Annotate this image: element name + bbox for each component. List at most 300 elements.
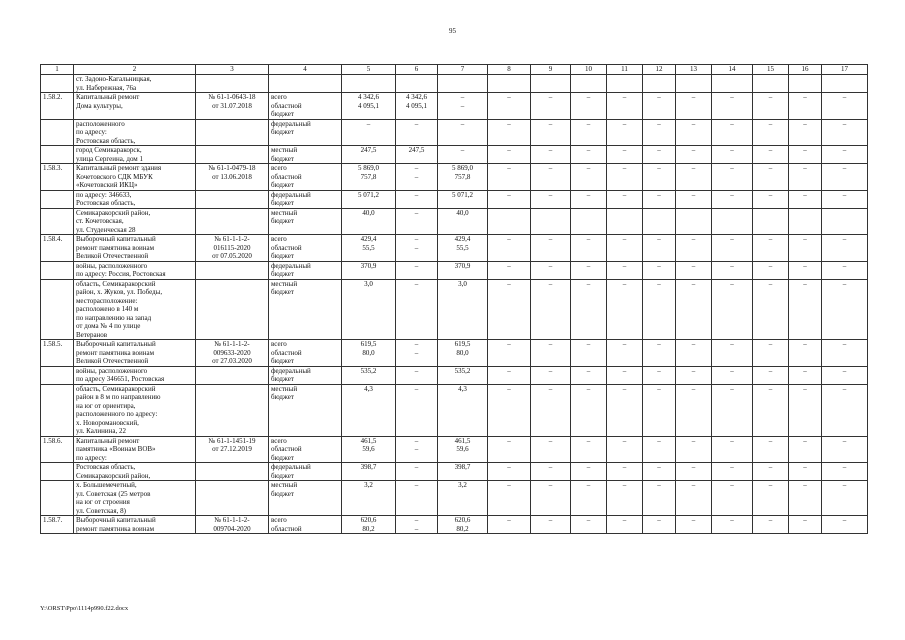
cell-col-7: 3,0 xyxy=(438,279,488,340)
table-row xyxy=(41,119,868,146)
cell-col-2: область, Семикаракорский район в 8 м по направлению на юг от ориентира, расположенного по адресу: х. Новоромановский, ул. Калинина, 22 xyxy=(74,384,196,436)
cell-col-15: – xyxy=(753,279,789,340)
cell-col-3 xyxy=(196,146,269,164)
cell-col-14: – xyxy=(712,119,753,146)
cell-col-17: – xyxy=(822,190,868,208)
cell-col-1 xyxy=(41,119,74,146)
cell-col-9: – xyxy=(531,93,571,120)
cell-col-17: – xyxy=(822,93,868,120)
cell-col-2: Выборочный капитальный ремонт памятника воинам xyxy=(74,516,196,534)
cell-col-7: 5 071,2 xyxy=(438,190,488,208)
table-row xyxy=(41,208,868,235)
cell-col-16 xyxy=(789,208,822,235)
cell-col-7: 461,5 59,6 xyxy=(438,436,488,463)
cell-col-7: 4,3 xyxy=(438,384,488,436)
cell-col-16: – xyxy=(789,366,822,384)
table-row xyxy=(41,436,868,463)
cell-col-3 xyxy=(196,208,269,235)
cell-col-8 xyxy=(488,208,531,235)
column-number-row xyxy=(41,65,868,75)
cell-col-10: – xyxy=(571,279,607,340)
cell-col-10: – xyxy=(571,516,607,534)
table-body xyxy=(41,75,868,534)
cell-col-8: – xyxy=(488,261,531,279)
cell-col-9: – xyxy=(531,164,571,191)
cell-col-1 xyxy=(41,366,74,384)
cell-col-17: – xyxy=(822,436,868,463)
cell-col-5: 620,6 80,2 xyxy=(342,516,396,534)
cell-col-12: – xyxy=(643,481,676,516)
cell-col-2: Капитальный ремонт Дома культуры, xyxy=(74,93,196,120)
cell-col-12: – xyxy=(643,279,676,340)
cell-col-4: всего областной бюджет xyxy=(269,235,342,262)
cell-col-16: – xyxy=(789,481,822,516)
cell-col-3 xyxy=(196,119,269,146)
table-row xyxy=(41,190,868,208)
cell-col-5: 5 869,0 757,8 xyxy=(342,164,396,191)
cell-col-17: – xyxy=(822,384,868,436)
cell-col-10 xyxy=(571,208,607,235)
cell-col-11: – xyxy=(607,190,643,208)
cell-col-13: – xyxy=(676,261,712,279)
cell-col-8: – xyxy=(488,146,531,164)
cell-col-5: 3,0 xyxy=(342,279,396,340)
cell-col-2: войны, расположенного по адресу 346651, Ростовская xyxy=(74,366,196,384)
cell-col-5: 429,4 55,5 xyxy=(342,235,396,262)
cell-col-12: – xyxy=(643,93,676,120)
cell-col-4: местный бюджет xyxy=(269,208,342,235)
cell-col-12: – xyxy=(643,436,676,463)
cell-col-5 xyxy=(342,75,396,93)
cell-col-15: – xyxy=(753,384,789,436)
cell-col-8: – xyxy=(488,235,531,262)
cell-col-6: – xyxy=(396,279,438,340)
cell-col-13: – xyxy=(676,279,712,340)
cell-col-8: – xyxy=(488,164,531,191)
cell-col-1 xyxy=(41,146,74,164)
cell-col-4: федеральный бюджет xyxy=(269,119,342,146)
cell-col-2: Выборочный капитальный ремонт памятника воинам Великой Отечественной xyxy=(74,340,196,367)
cell-col-6: – xyxy=(396,366,438,384)
cell-col-4: местный бюджет xyxy=(269,146,342,164)
cell-col-12: – xyxy=(643,146,676,164)
cell-col-15: – xyxy=(753,119,789,146)
cell-col-1: 1.58.2. xyxy=(41,93,74,120)
cell-col-15: – xyxy=(753,93,789,120)
cell-col-4 xyxy=(269,75,342,93)
cell-col-1 xyxy=(41,279,74,340)
column-number-cell: 2 xyxy=(74,65,196,75)
cell-col-11: – xyxy=(607,235,643,262)
cell-col-16: – xyxy=(789,235,822,262)
cell-col-16: – xyxy=(789,463,822,481)
cell-col-13: – xyxy=(676,481,712,516)
cell-col-10: – xyxy=(571,366,607,384)
cell-col-10: – xyxy=(571,481,607,516)
table-row xyxy=(41,75,868,93)
cell-col-13 xyxy=(676,208,712,235)
cell-col-1: 1.58.7. xyxy=(41,516,74,534)
cell-col-8: – xyxy=(488,481,531,516)
cell-col-9: – xyxy=(531,340,571,367)
cell-col-11: – xyxy=(607,279,643,340)
cell-col-4: всего областной бюджет xyxy=(269,93,342,120)
budget-table xyxy=(40,64,868,534)
cell-col-17: – xyxy=(822,463,868,481)
cell-col-5: 535,2 xyxy=(342,366,396,384)
cell-col-8: – xyxy=(488,436,531,463)
cell-col-13: – xyxy=(676,190,712,208)
cell-col-6: – – xyxy=(396,164,438,191)
cell-col-14: – xyxy=(712,366,753,384)
cell-col-12 xyxy=(643,75,676,93)
cell-col-4: федеральный бюджет xyxy=(269,366,342,384)
cell-col-5: 4 342,6 4 095,1 xyxy=(342,93,396,120)
column-number-cell: 1 xyxy=(41,65,74,75)
cell-col-13: – xyxy=(676,119,712,146)
cell-col-9: – xyxy=(531,279,571,340)
cell-col-17: – xyxy=(822,261,868,279)
cell-col-11: – xyxy=(607,516,643,534)
cell-col-9: – xyxy=(531,235,571,262)
cell-col-17: – xyxy=(822,164,868,191)
cell-col-15 xyxy=(753,208,789,235)
cell-col-15 xyxy=(753,75,789,93)
cell-col-4: федеральный бюджет xyxy=(269,261,342,279)
column-number-cell: 13 xyxy=(676,65,712,75)
cell-col-5: 3,2 xyxy=(342,481,396,516)
cell-col-8: – xyxy=(488,279,531,340)
cell-col-11: – xyxy=(607,119,643,146)
cell-col-15: – xyxy=(753,146,789,164)
cell-col-1 xyxy=(41,481,74,516)
cell-col-16: – xyxy=(789,119,822,146)
cell-col-1 xyxy=(41,75,74,93)
cell-col-7: 3,2 xyxy=(438,481,488,516)
table-row xyxy=(41,481,868,516)
cell-col-16: – xyxy=(789,516,822,534)
cell-col-6 xyxy=(396,75,438,93)
cell-col-10: – xyxy=(571,261,607,279)
cell-col-16: – xyxy=(789,261,822,279)
column-number-cell: 12 xyxy=(643,65,676,75)
cell-col-14: – xyxy=(712,279,753,340)
table-row xyxy=(41,146,868,164)
cell-col-14: – xyxy=(712,261,753,279)
cell-col-13: – xyxy=(676,146,712,164)
cell-col-11: – xyxy=(607,366,643,384)
cell-col-7: 370,9 xyxy=(438,261,488,279)
cell-col-10: – xyxy=(571,190,607,208)
cell-col-3 xyxy=(196,366,269,384)
cell-col-5: 370,9 xyxy=(342,261,396,279)
cell-col-3: № 61-1-0643-18 от 31.07.2018 xyxy=(196,93,269,120)
cell-col-10 xyxy=(571,75,607,93)
cell-col-7: – xyxy=(438,119,488,146)
cell-col-13: – xyxy=(676,516,712,534)
cell-col-9: – xyxy=(531,119,571,146)
cell-col-14: – xyxy=(712,93,753,120)
cell-col-3: № 61-1-1-2- 016115-2020 от 07.05.2020 xyxy=(196,235,269,262)
column-number-cell: 3 xyxy=(196,65,269,75)
cell-col-16: – xyxy=(789,190,822,208)
cell-col-16 xyxy=(789,75,822,93)
cell-col-12: – xyxy=(643,384,676,436)
cell-col-11: – xyxy=(607,436,643,463)
cell-col-11: – xyxy=(607,164,643,191)
cell-col-15: – xyxy=(753,261,789,279)
cell-col-6: – xyxy=(396,384,438,436)
cell-col-5: 247,5 xyxy=(342,146,396,164)
table-row xyxy=(41,235,868,262)
cell-col-16: – xyxy=(789,93,822,120)
cell-col-8 xyxy=(488,75,531,93)
cell-col-15: – xyxy=(753,235,789,262)
cell-col-7: 535,2 xyxy=(438,366,488,384)
cell-col-8: – xyxy=(488,366,531,384)
cell-col-5: – xyxy=(342,119,396,146)
cell-col-16: – xyxy=(789,146,822,164)
cell-col-9: – xyxy=(531,436,571,463)
cell-col-16: – xyxy=(789,436,822,463)
cell-col-14 xyxy=(712,75,753,93)
cell-col-4: местный бюджет xyxy=(269,481,342,516)
table-row xyxy=(41,516,868,534)
cell-col-2: Капитальный ремонт здания Кочетовского СДК МБУК «Кочетовский ИКЦ» xyxy=(74,164,196,191)
cell-col-3: № 61-1-0479-18 от 13.06.2018 xyxy=(196,164,269,191)
cell-col-14: – xyxy=(712,235,753,262)
cell-col-6: – xyxy=(396,208,438,235)
cell-col-10: – xyxy=(571,93,607,120)
cell-col-7: – xyxy=(438,146,488,164)
cell-col-17 xyxy=(822,208,868,235)
cell-col-3 xyxy=(196,481,269,516)
cell-col-12: – xyxy=(643,261,676,279)
cell-col-15: – xyxy=(753,340,789,367)
cell-col-9: – xyxy=(531,481,571,516)
cell-col-10: – xyxy=(571,340,607,367)
cell-col-3 xyxy=(196,190,269,208)
cell-col-3: № 61-1-1451-19 от 27.12.2019 xyxy=(196,436,269,463)
cell-col-5: 619,5 80,0 xyxy=(342,340,396,367)
table-row xyxy=(41,93,868,120)
cell-col-9 xyxy=(531,75,571,93)
cell-col-10: – xyxy=(571,436,607,463)
file-path-footer: Y:\ORST\Ppo\1114p990.f22.docx xyxy=(40,605,129,612)
cell-col-9: – xyxy=(531,463,571,481)
cell-col-3 xyxy=(196,75,269,93)
cell-col-15: – xyxy=(753,190,789,208)
cell-col-10: – xyxy=(571,384,607,436)
cell-col-15: – xyxy=(753,436,789,463)
cell-col-17: – xyxy=(822,366,868,384)
cell-col-6: – – xyxy=(396,516,438,534)
column-number-cell: 4 xyxy=(269,65,342,75)
cell-col-6: – – xyxy=(396,436,438,463)
table-row xyxy=(41,164,868,191)
cell-col-14: – xyxy=(712,481,753,516)
cell-col-10: – xyxy=(571,119,607,146)
cell-col-14: – xyxy=(712,516,753,534)
cell-col-9: – xyxy=(531,384,571,436)
cell-col-2: ст. Задоно-Кагальницкая, ул. Набережная, 76а xyxy=(74,75,196,93)
table-row xyxy=(41,261,868,279)
column-number-cell: 6 xyxy=(396,65,438,75)
cell-col-8: – xyxy=(488,340,531,367)
cell-col-12: – xyxy=(643,366,676,384)
cell-col-7: 5 869,0 757,8 xyxy=(438,164,488,191)
cell-col-1: 1.58.6. xyxy=(41,436,74,463)
table-row xyxy=(41,384,868,436)
cell-col-16: – xyxy=(789,279,822,340)
cell-col-5: 461,5 59,6 xyxy=(342,436,396,463)
column-number-cell: 17 xyxy=(822,65,868,75)
cell-col-7: 40,0 xyxy=(438,208,488,235)
cell-col-10: – xyxy=(571,463,607,481)
cell-col-3 xyxy=(196,384,269,436)
cell-col-9: – xyxy=(531,146,571,164)
cell-col-17: – xyxy=(822,235,868,262)
cell-col-6: 247,5 xyxy=(396,146,438,164)
cell-col-7: 429,4 55,5 xyxy=(438,235,488,262)
cell-col-8: – xyxy=(488,516,531,534)
column-number-cell: 15 xyxy=(753,65,789,75)
cell-col-17: – xyxy=(822,516,868,534)
cell-col-4: местный бюджет xyxy=(269,279,342,340)
cell-col-13: – xyxy=(676,366,712,384)
cell-col-1: 1.58.5. xyxy=(41,340,74,367)
cell-col-1 xyxy=(41,261,74,279)
cell-col-17: – xyxy=(822,146,868,164)
cell-col-17 xyxy=(822,75,868,93)
cell-col-3 xyxy=(196,463,269,481)
column-number-cell: 8 xyxy=(488,65,531,75)
cell-col-12: – xyxy=(643,235,676,262)
cell-col-5: 40,0 xyxy=(342,208,396,235)
cell-col-3 xyxy=(196,261,269,279)
cell-col-8: – xyxy=(488,119,531,146)
table-row xyxy=(41,463,868,481)
cell-col-11: – xyxy=(607,261,643,279)
cell-col-6: – xyxy=(396,190,438,208)
cell-col-1 xyxy=(41,190,74,208)
page-number: 95 xyxy=(449,27,456,35)
cell-col-15: – xyxy=(753,481,789,516)
cell-col-15: – xyxy=(753,463,789,481)
cell-col-1: 1.58.3. xyxy=(41,164,74,191)
cell-col-2: область, Семикаракорский район, х. Жуков, ул. Победы, месторасположение: расположено в 140 м по направлению на запад от дома № 4 по улице Ветеранов xyxy=(74,279,196,340)
cell-col-13: – xyxy=(676,93,712,120)
cell-col-11: – xyxy=(607,146,643,164)
cell-col-14: – xyxy=(712,146,753,164)
cell-col-17: – xyxy=(822,119,868,146)
cell-col-14: – xyxy=(712,164,753,191)
cell-col-4: всего областной бюджет xyxy=(269,164,342,191)
cell-col-10: – xyxy=(571,235,607,262)
cell-col-2: х. Большемечетный, ул. Советская (25 метров на юг от строения ул. Советская, 8) xyxy=(74,481,196,516)
cell-col-13: – xyxy=(676,436,712,463)
cell-col-11 xyxy=(607,208,643,235)
cell-col-2: войны, расположенного по адресу: Россия, Ростовская xyxy=(74,261,196,279)
cell-col-14: – xyxy=(712,463,753,481)
cell-col-11: – xyxy=(607,463,643,481)
cell-col-8: – xyxy=(488,93,531,120)
cell-col-11: – xyxy=(607,93,643,120)
cell-col-9: – xyxy=(531,261,571,279)
cell-col-15: – xyxy=(753,366,789,384)
cell-col-4: местный бюджет xyxy=(269,384,342,436)
cell-col-14: – xyxy=(712,384,753,436)
cell-col-17: – xyxy=(822,279,868,340)
cell-col-10: – xyxy=(571,146,607,164)
cell-col-9: – xyxy=(531,366,571,384)
cell-col-6: 4 342,6 4 095,1 xyxy=(396,93,438,120)
cell-col-8: – xyxy=(488,384,531,436)
column-number-cell: 14 xyxy=(712,65,753,75)
cell-col-2: Выборочный капитальный ремонт памятника воинам Великой Отечественной xyxy=(74,235,196,262)
cell-col-13: – xyxy=(676,235,712,262)
cell-col-11: – xyxy=(607,340,643,367)
cell-col-6: – xyxy=(396,119,438,146)
cell-col-14: – xyxy=(712,340,753,367)
cell-col-13: – xyxy=(676,340,712,367)
cell-col-6: – – xyxy=(396,340,438,367)
cell-col-12: – xyxy=(643,190,676,208)
cell-col-12: – xyxy=(643,516,676,534)
cell-col-6: – xyxy=(396,481,438,516)
cell-col-12: – xyxy=(643,340,676,367)
cell-col-6: – – xyxy=(396,235,438,262)
cell-col-4: всего областной xyxy=(269,516,342,534)
column-number-cell: 7 xyxy=(438,65,488,75)
cell-col-2: Семикаракорский район, ст. Кочетовская, ул. Студенческая 28 xyxy=(74,208,196,235)
table-row xyxy=(41,366,868,384)
cell-col-8: – xyxy=(488,463,531,481)
column-number-cell: 9 xyxy=(531,65,571,75)
cell-col-11 xyxy=(607,75,643,93)
cell-col-16: – xyxy=(789,384,822,436)
cell-col-2: Капитальный ремонт памятника «Воинам ВОВ» по адресу: xyxy=(74,436,196,463)
cell-col-11: – xyxy=(607,481,643,516)
cell-col-4: федеральный бюджет xyxy=(269,190,342,208)
cell-col-3 xyxy=(196,279,269,340)
cell-col-5: 5 071,2 xyxy=(342,190,396,208)
cell-col-5: 4,3 xyxy=(342,384,396,436)
cell-col-3: № 61-1-1-2- 009704-2020 xyxy=(196,516,269,534)
cell-col-2: Ростовская область, Семикаракорский район, xyxy=(74,463,196,481)
cell-col-1 xyxy=(41,463,74,481)
cell-col-10: – xyxy=(571,164,607,191)
cell-col-1: 1.58.4. xyxy=(41,235,74,262)
table-row xyxy=(41,279,868,340)
cell-col-11: – xyxy=(607,384,643,436)
cell-col-7: – – xyxy=(438,93,488,120)
cell-col-9: – xyxy=(531,190,571,208)
cell-col-7 xyxy=(438,75,488,93)
cell-col-13: – xyxy=(676,384,712,436)
cell-col-7: 620,6 80,2 xyxy=(438,516,488,534)
cell-col-16: – xyxy=(789,164,822,191)
column-number-cell: 10 xyxy=(571,65,607,75)
cell-col-9 xyxy=(531,208,571,235)
cell-col-13: – xyxy=(676,164,712,191)
cell-col-6: – xyxy=(396,261,438,279)
cell-col-1 xyxy=(41,384,74,436)
cell-col-14: – xyxy=(712,436,753,463)
cell-col-14 xyxy=(712,208,753,235)
cell-col-9: – xyxy=(531,516,571,534)
cell-col-1 xyxy=(41,208,74,235)
